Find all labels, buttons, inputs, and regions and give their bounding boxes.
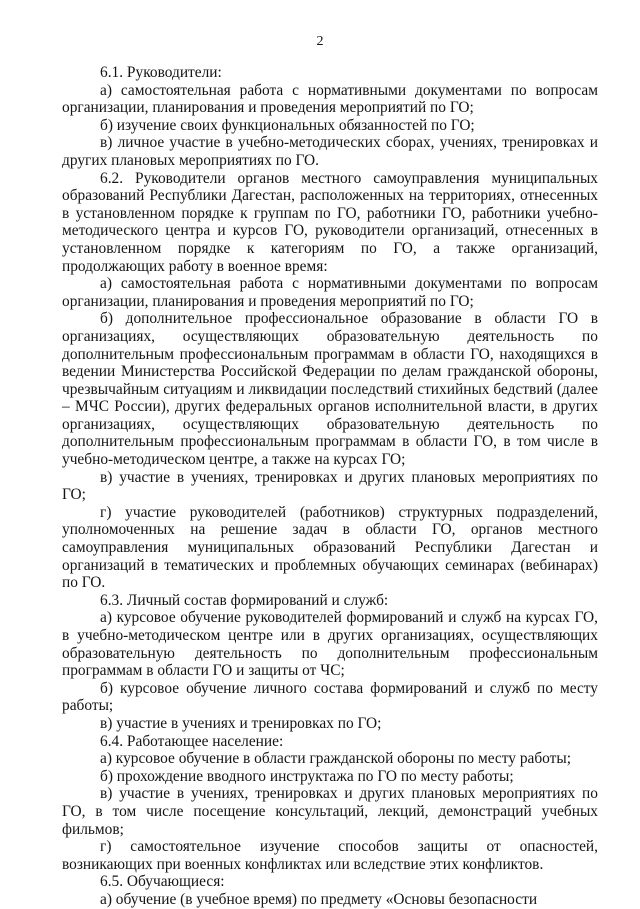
- page-number: 2: [316, 34, 324, 49]
- paragraph-6-2-g: г) участие руководителей (работников) структурных подразделений, уполномоченных на решение задач в области ГО, органов местного самоуправления муниципальных образований Республики Дагестан и организаций в тематических и проблемных обучающих семинарах (вебинарах) по ГО.: [62, 503, 598, 592]
- paragraph-6-2-heading: 6.2. Руководители органов местного самоуправления муниципальных образований Республики Дагестан, расположенных на территориях, отнесенных в установленном порядке к группам по ГО, работники ГО, работники учебно-методического центра и курсов ГО, руководители организаций, отнесенных в установленном порядке к категориям по ГО, а также организаций, продолжающих работу в военное время:: [62, 169, 598, 275]
- paragraph-6-3-heading: 6.3. Личный состав формирований и служб:: [100, 591, 389, 609]
- paragraph-6-3-v: в) участие в учениях и тренировках по ГО;: [100, 714, 382, 732]
- paragraph-6-1-b: б) изучение своих функциональных обязанностей по ГО;: [100, 116, 475, 134]
- paragraph-6-1-a: а) самостоятельная работа с нормативными документами по вопросам организации, планирования и проведения мероприятий по ГО;: [62, 81, 598, 117]
- paragraph-6-4-g: г) самостоятельное изучение способов защиты от опасностей, возникающих при военных конфликтах или вследствие этих конфликтов.: [62, 838, 598, 873]
- paragraph-6-2-v: в) участие в учениях, тренировках и других плановых мероприятиях по ГО;: [62, 468, 598, 504]
- paragraph-6-1-heading: 6.1. Руководители:: [100, 64, 222, 81]
- paragraph-6-4-a: а) курсовое обучение в области гражданской обороны по месту работы;: [100, 750, 572, 768]
- document-body: [62, 64, 598, 909]
- paragraph-6-5-heading: 6.5. Обучающиеся:: [100, 873, 225, 891]
- paragraph-6-1-v: в) личное участие в учебно-методических сборах, учениях, тренировках и других плановых мероприятиях по ГО.: [62, 134, 598, 169]
- paragraph-6-5-a: а) обучение (в учебное время) по предмету «Основы безопасности: [100, 890, 538, 908]
- paragraph-6-3-a: а) курсовое обучение руководителей формирований и служб на курсах ГО, в учебно-методическом центре или в других организациях, осуществляющих образовательную деятельность по дополнительным профессиональным программам в области ГО и защиты от ЧС;: [62, 609, 598, 680]
- paragraph-6-2-b: б) дополнительное профессиональное образование в области ГО в организациях, осуществляющих образовательную деятельность по дополнительным профессиональным программам в области ГО, находящихся в ведении Министерства Российской Федерации по делам гражданской обороны, чрезвычайным ситуациям и ликвидации последствий стихийных бедствий (далее – МЧС России), других федеральных органов исполнительной власти, в других организациях, осуществляющих образовательную деятельность по дополнительным профессиональным программам в области ГО, в том числе в учебно-методическом центре, а также на курсах ГО;: [62, 310, 598, 469]
- paragraph-6-4-heading: 6.4. Работающее население:: [100, 732, 284, 750]
- paragraph-6-4-v: в) участие в учениях, тренировках и других плановых мероприятиях по ГО, в том числе посещение консультаций, лекций, демонстраций учебных фильмов;: [62, 785, 598, 838]
- paragraph-6-3-b: б) курсовое обучение личного состава формирований и служб по месту работы;: [62, 679, 598, 715]
- paragraph-6-2-a: а) самостоятельная работа с нормативными документами по вопросам организации, планирования и проведения мероприятий по ГО;: [62, 275, 598, 310]
- paragraph-6-4-b: б) прохождение вводного инструктажа по ГО по месту работы;: [100, 767, 514, 785]
